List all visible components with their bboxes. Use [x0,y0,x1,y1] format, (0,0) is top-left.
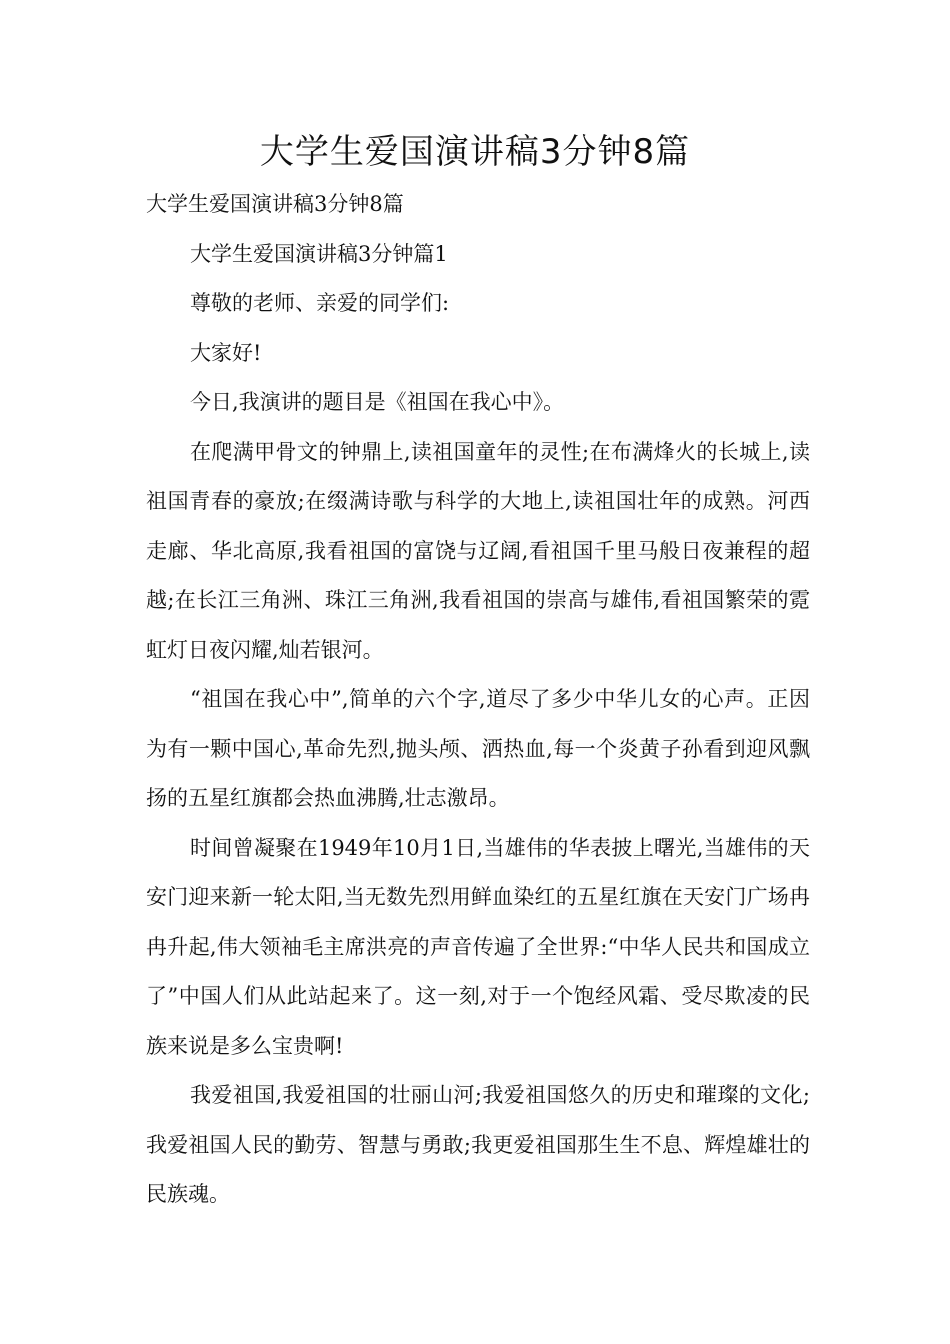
paragraph-body: 时间曾凝聚在1949年10月1日,当雄伟的华表披上曙光,当雄伟的天安门迎来新一轮太阳,当无数先烈用鲜血染红的五星红旗在天安门广场冉冉升起,伟大领袖毛主席洪亮的声音传遍了全世界:“中华人民共和国成立了”中国人们从此站起来了。这一刻,对于一个饱经风霜、受尽欺凌的民族来说是多么宝贵啊! [146,835,810,1058]
paragraph-body: 在爬满甲骨文的钟鼎上,读祖国童年的灵性;在布满烽火的长城上,读祖国青春的豪放;在缀满诗歌与科学的大地上,读祖国壮年的成熟。河西走廊、华北高原,我看祖国的富饶与辽阔,看祖国千里马般日夜兼程的超越;在长江三角洲、珠江三角洲,我看祖国的崇高与雄伟,看祖国繁荣的霓虹灯日夜闪耀,灿若银河。 [146,439,810,662]
paragraph-body: 我爱祖国,我爱祖国的壮丽山河;我爱祖国悠久的历史和璀璨的文化;我爱祖国人民的勤劳、智慧与勇敢;我更爱祖国那生生不息、辉煌雄壮的民族魂。 [146,1083,810,1206]
paragraph-greeting: 尊敬的老师、亲爱的同学们: [190,291,450,315]
document-title: 大学生爱国演讲稿3分钟8篇 [259,132,691,172]
paragraph-body: “祖国在我心中”,简单的六个字,道尽了多少中华儿女的心声。正因为有一颗中国心,革命先烈,抛头颅、洒热血,每一个炎黄子孙看到迎风飘扬的五星红旗都会热血沸腾,壮志激昂。 [146,687,810,810]
section-heading: 大学生爱国演讲稿3分钟篇1 [190,241,448,266]
paragraph-topic: 今日,我演讲的题目是《祖国在我心中》。 [190,390,565,414]
document-body [146,180,810,1220]
document-subtitle: 大学生爱国演讲稿3分钟8篇 [146,192,404,216]
paragraph-hello: 大家好! [190,340,262,365]
